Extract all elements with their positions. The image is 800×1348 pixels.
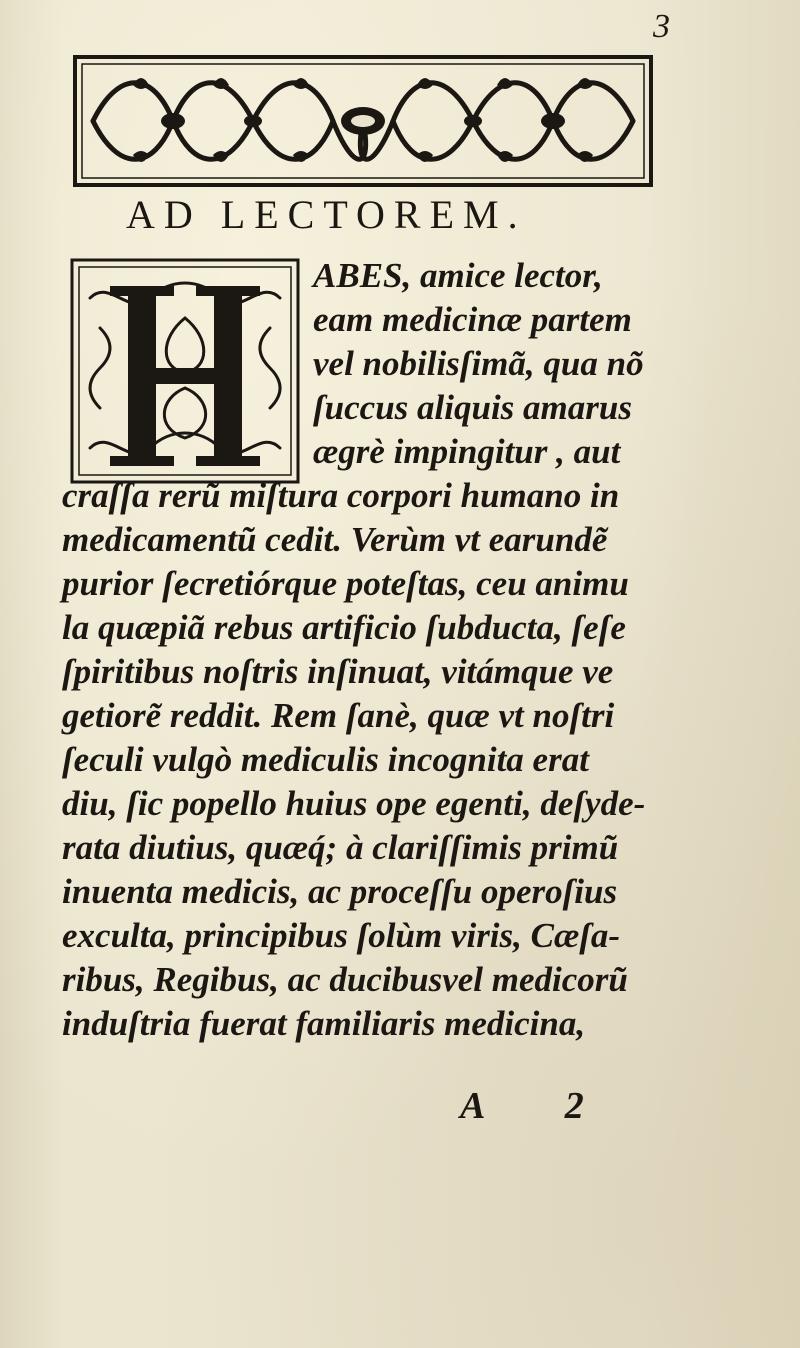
text-line: ABES, amice lector, [313, 256, 603, 295]
decorated-initial [70, 258, 300, 484]
headpiece-ornament [73, 55, 653, 187]
text-line: diu, ſic popello huius ope egenti, deſyde- [62, 784, 646, 823]
text-line: ribus, Regibus, ac ducibusvel medicorũ [62, 960, 628, 999]
text-line: rata diutius, quæq́; à clariſſimis primũ [62, 828, 619, 867]
signature-mark: A 2 [460, 1085, 620, 1127]
text-line: eam medicinæ partem [313, 300, 632, 339]
text-line: vel nobilisſimã, qua nõ [313, 344, 644, 383]
body-text [62, 474, 645, 1046]
text-line: medicamentũ cedit. Verùm vt earundẽ [62, 520, 608, 559]
text-line: getiorẽ reddit. Rem ſanè, quæ vt noſtri [62, 696, 615, 735]
text-line: exculta, principibus ſolùm viris, Cæſa- [62, 916, 621, 955]
text-line: ſeculi vulgò mediculis incognita erat [62, 740, 589, 779]
page-number: 3 [653, 8, 670, 45]
text-line: ſuccus aliquis amarus [313, 388, 632, 427]
text-line: inuenta medicis, ac proceſſu operoſius [62, 872, 618, 911]
text-beside-initial [313, 254, 644, 474]
text-line: ſpiritibus noſtris inſinuat, vitámque ve [62, 652, 614, 691]
text-line: la quæpiã rebus artificio ſubducta, ſeſe [62, 608, 626, 647]
text-line: ægrè impingitur , aut [313, 432, 621, 471]
text-line: craſſa rerũ miſtura corpori humano in [62, 476, 620, 515]
page-heading: AD LECTOREM. [126, 192, 527, 237]
text-line: purior ſecretiórque poteſtas, ceu animu [62, 564, 629, 603]
text-line: induſtria fuerat familiaris medicina, [62, 1004, 586, 1043]
